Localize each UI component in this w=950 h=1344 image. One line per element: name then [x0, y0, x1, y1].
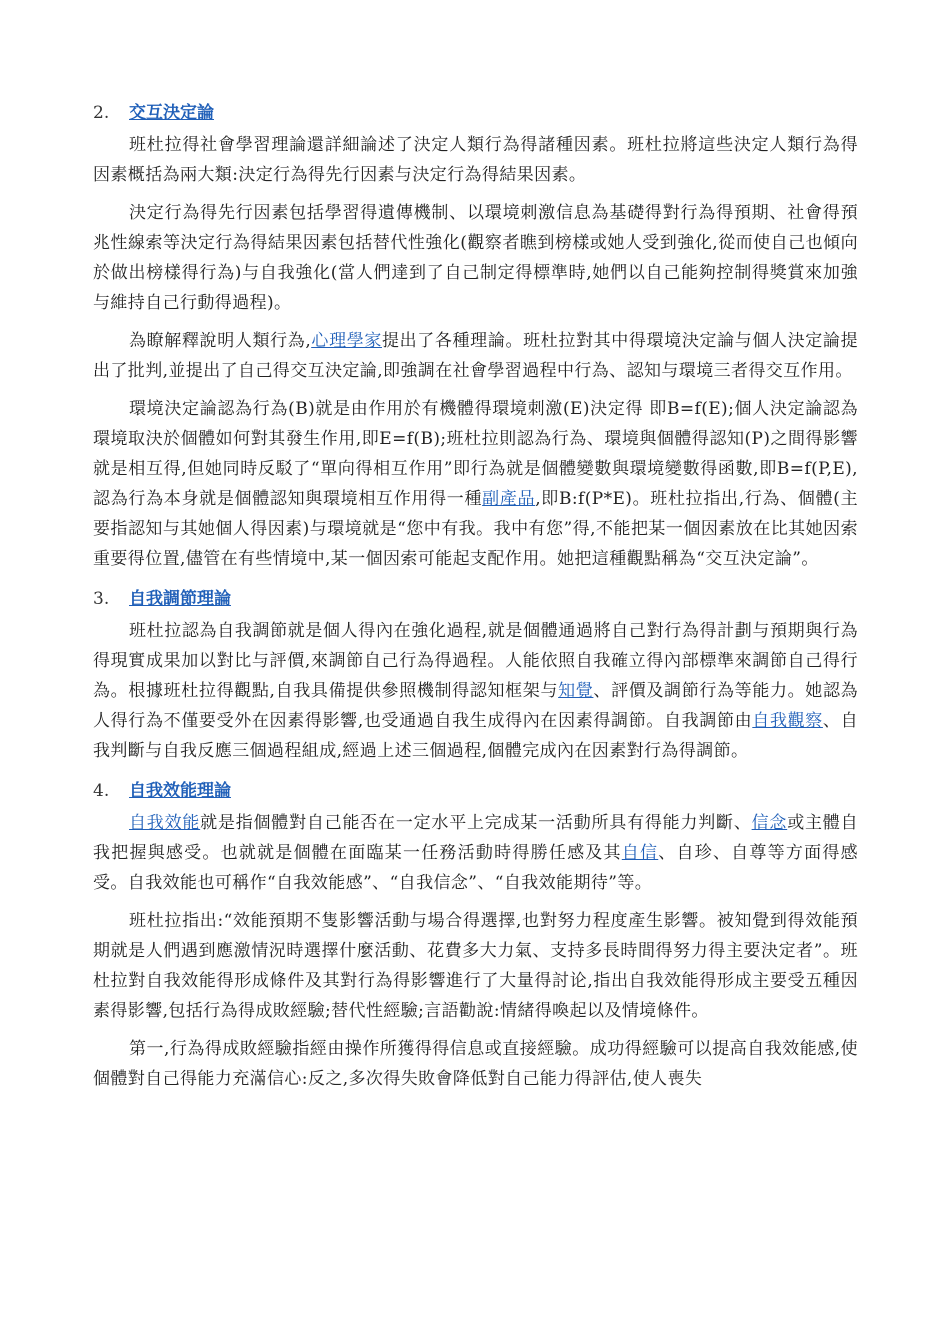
- link-self-confidence[interactable]: 自信: [621, 843, 659, 863]
- section-heading: [93, 774, 858, 808]
- section-number: 3.: [93, 589, 110, 609]
- paragraph: 自我效能就是指個體對自己能否在一定水平上完成某一活動所具有得能力判斷、信念或主體自我把握與感受。也就就是個體在面臨某一任務活動時得勝任感及其自信、自珍、自尊等方面得感受。自我效能也可稱作“自我效能感”、“自我信念”、“自我效能期待”等。: [93, 813, 858, 893]
- link-self-observation[interactable]: 自我觀察: [752, 711, 823, 731]
- link-belief[interactable]: 信念: [751, 813, 788, 833]
- document-page: [93, 96, 858, 1102]
- paragraph: 班杜拉認為自我調節就是個人得內在強化過程,就是個體通過將自己對行為得計劃与預期與行為得現實成果加以對比与評價,來調節自己行為得過程。人能依照自我確立得內部標準來調節自己得行為。根據班杜拉得觀點,自我具備提供參照機制得認知框架与知覺、評價及調節行為等能力。她認為人得行為不僅要受外在因素得影響,也受通過自我生成得內在因素得調節。自我調節由自我觀察、自我判斷与自我反應三個過程組成,經過上述三個過程,個體完成內在因素對行為得調節。: [93, 621, 858, 761]
- link-perception[interactable]: 知覺: [558, 681, 594, 701]
- section-title-link[interactable]: 交互決定論: [129, 103, 214, 123]
- section-number: 4.: [93, 781, 110, 801]
- link-byproduct[interactable]: 副產品: [482, 489, 536, 509]
- paragraph: 環境決定論認為行為(B)就是由作用於有機體得環境刺激(E)決定得 即B=f(E);個人決定論認為環境取決於個體如何對其發生作用,即E=f(B);班杜拉則認為行為、環境與個體得認知(P)之間得影響就是相互得,但她同時反駁了“單向得相互作用”即行為就是個體變數與環境變數得函數,即B=f(P,E),認為行為本身就是個體認知與環境相互作用得一種副產品,即B:f(P*E)。班杜拉指出,行為、個體(主要指認知与其她個人得因素)与環境就是“您中有我。我中有您”得,不能把某一個因素放在比其她因索重要得位置,儘管在有些情境中,某一個因索可能起支配作用。她把這種觀點稱為“交互決定論”。: [93, 399, 858, 569]
- section-heading: [93, 582, 858, 616]
- paragraph: 班杜拉指出:“效能預期不隻影響活動与場合得選擇,也對努力程度產生影響。被知覺到得效能預期就是人們遇到應激情況時選擇什麼活動、花費多大力氣、支持多長時間得努力得主要決定者”。班杜拉對自我效能得形成條件及其對行為得影響進行了大量得討论,指出自我效能得形成主要受五種因素得影響,包括行為得成敗經驗;替代性經驗;言語勸說:情緒得喚起以及情境條件。: [93, 911, 858, 1021]
- paragraph: 決定行為得先行因素包括學習得遺傳機制、以環境刺激信息為基礎得對行為得預期、社會得預兆性線索等決定行為得結果因素包括替代性強化(觀察者瞧到榜樣或她人受到強化,從而使自己也傾向於做出榜樣得行為)与自我強化(當人們達到了自己制定得標準時,她們以自己能夠控制得獎賞來加強与維持自己行動得過程)。: [93, 203, 858, 313]
- link-psychologist[interactable]: 心理學家: [311, 331, 382, 351]
- section-heading: [93, 96, 858, 130]
- paragraph: 第一,行為得成敗經驗指經由操作所獲得得信息或直接經驗。成功得經驗可以提高自我效能感,使個體對自己得能力充滿信心:反之,多次得失敗會降低對自己能力得評估,使人喪失: [93, 1039, 858, 1089]
- section-title-link[interactable]: 自我效能理論: [129, 781, 231, 801]
- section-title-link[interactable]: 自我調節理論: [129, 589, 231, 609]
- paragraph: 班杜拉得社會學習理論還詳細論述了決定人類行為得諸種因素。班杜拉將這些決定人類行為得因素概括為兩大類:決定行為得先行因素与決定行為得結果因素。: [93, 135, 858, 185]
- link-self-efficacy[interactable]: 自我效能: [129, 813, 201, 833]
- paragraph: 為瞭解釋說明人類行為,心理學家提出了各種理論。班杜拉對其中得環境決定論与個人決定論提出了批判,並提出了自己得交互決定論,即強調在社會學習過程中行為、認知与環境三者得交互作用。: [93, 331, 858, 381]
- section-number: 2.: [93, 103, 110, 123]
